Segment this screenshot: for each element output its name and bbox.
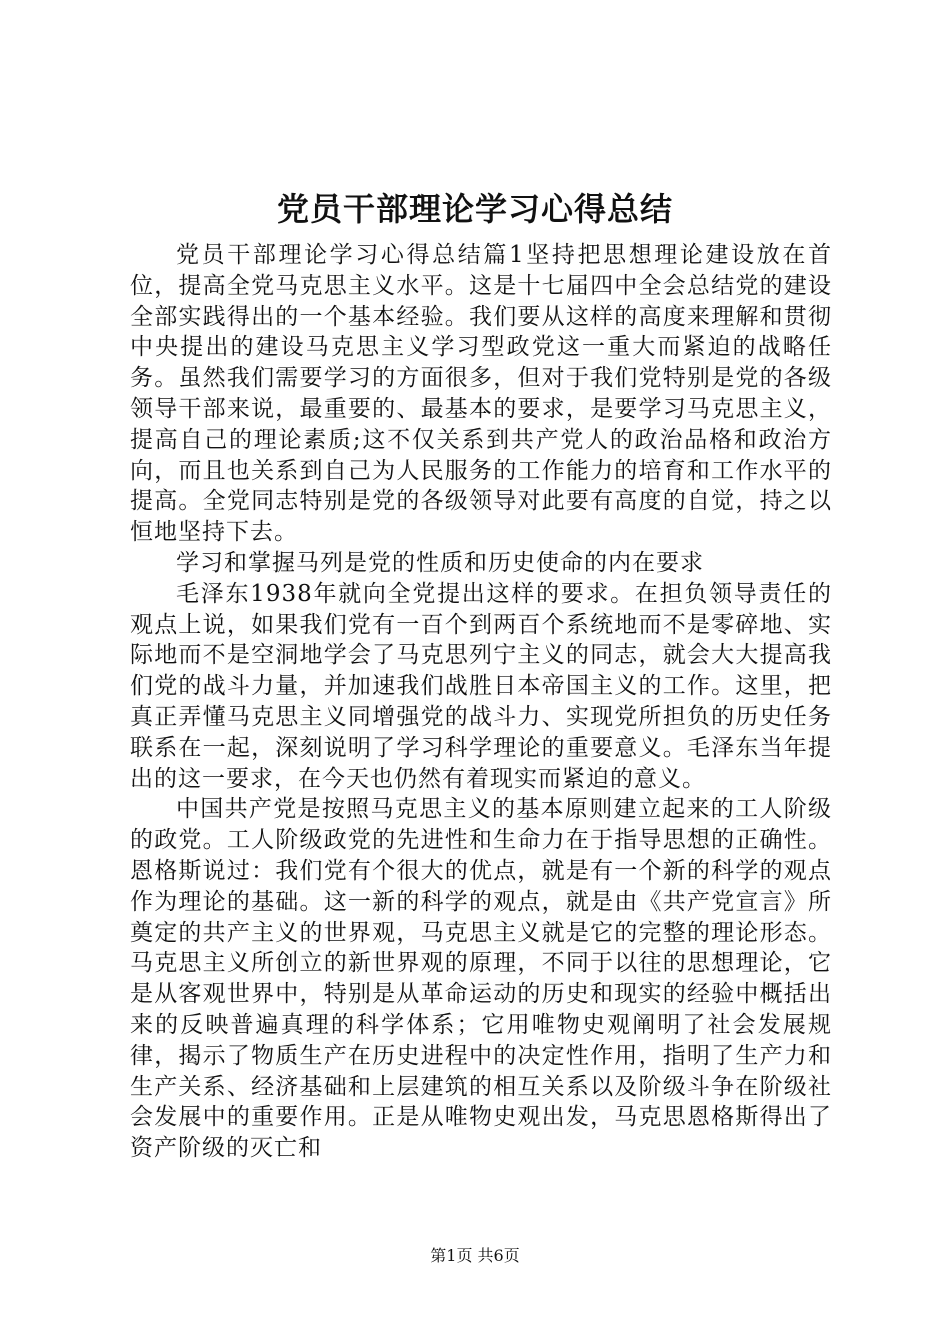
page-footer: 第1页 共6页 <box>430 1246 520 1265</box>
paragraph: 学习和掌握马列是党的性质和历史使命的内在要求 <box>176 549 704 576</box>
paragraph: 党员干部理论学习心得总结篇1坚持把思想理论建设放在首位，提高全党马克思主义水平。这是十七届四中全会总结党的建设全部实践得出的一个基本经验。我们要从这样的高度来理解和贯彻中央提出的建设马克思主义学习型政党这一重大而紧迫的战略任务。虽然我们需要学习的方面很多，但对于我们党特别是党的各级领导干部来说，最重要的、最基本的要求，是要学习马克思主义，提高自己的理论素质;这不仅关系到共产党人的政治品格和政治方向，而且也关系到自己为人民服务的工作能力的培育和工作水平的提高。全党同志特别是党的各级领导对此要有高度的自觉，持之以恒地坚持下去。 <box>130 242 832 546</box>
document-title: 党员干部理论学习心得总结 <box>276 190 673 228</box>
document-body <box>130 240 832 1164</box>
paragraph: 中国共产党是按照马克思主义的基本原则建立起来的工人阶级的政党。工人阶级政党的先进性和生命力在于指导思想的正确性。恩格斯说过：我们党有个很大的优点，就是有一个新的科学的观点作为理论的基础。这一新的科学的观点，就是由《共产党宣言》所奠定的共产主义的世界观，马克思主义就是它的完整的理论形态。马克思主义所创立的新世界观的原理，不同于以往的思想理论，它是从客观世界中，特别是从革命运动的历史和现实的经验中概括出来的反映普遍真理的科学体系；它用唯物史观阐明了社会发展规律，揭示了物质生产在历史进程中的决定性作用，指明了生产力和生产关系、经济基础和上层建筑的相互关系以及阶级斗争在阶级社会发展中的重要作用。正是从唯物史观出发，马克思恩格斯得出了资产阶级的灭亡和 <box>130 796 832 1162</box>
paragraph: 毛泽东1938年就向全党提出这样的要求。在担负领导责任的观点上说，如果我们党有一百个到两百个系统地而不是零碎地、实际地而不是空洞地学会了马克思列宁主义的同志，就会大大提高我们党的战斗力量，并加速我们战胜日本帝国主义的工作。这里，把真正弄懂马克思主义同增强党的战斗力、实现党所担负的历史任务联系在一起，深刻说明了学习科学理论的重要意义。毛泽东当年提出的这一要求，在今天也仍然有着现实而紧迫的意义。 <box>130 580 832 792</box>
